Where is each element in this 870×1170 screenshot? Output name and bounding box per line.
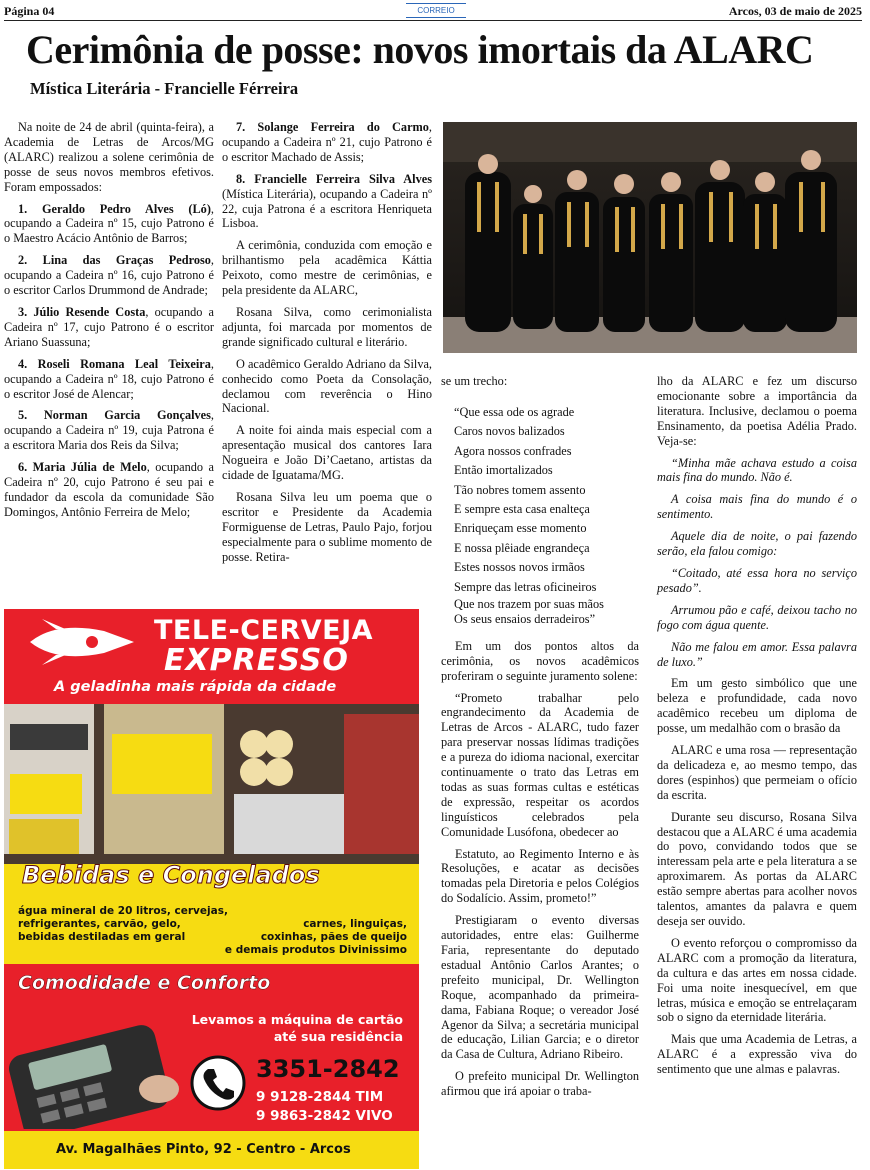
ad-slogan: A geladinha mais rápida da cidade xyxy=(54,679,337,695)
ad-phone-vivo: 9 9863-2842 VIVO xyxy=(256,1108,393,1124)
ad-title-line-2: EXPRESSO xyxy=(164,643,349,678)
quote-line: “Minha mãe achava estudo a coisa mais fina do mundo. Não é. xyxy=(657,455,857,485)
paragraph: O prefeito municipal Dr. Wellington afirmou que irá apoiar o traba- xyxy=(441,1069,639,1099)
page-header xyxy=(4,3,862,21)
intro-paragraph: Na noite de 24 de abril (quinta-feira), a Academia de Letras de Arcos/MG (ALARC) realizou a solene cerimônia de posse de seus novos membros efetivos. Foram empossados: xyxy=(4,120,214,194)
member-3: 3. Júlio Resende Costa, ocupando a Cadeira nº 17, cujo Patrono é o escritor Ariano Suassuna; xyxy=(4,304,214,349)
ad-phone-number: 3351-2842 xyxy=(256,1055,400,1083)
paragraph: se um trecho: xyxy=(441,374,508,388)
poem-line: Enriqueçam esse momento xyxy=(454,521,587,536)
member-8: 8. Francielle Ferreira Silva Alves (Mística Literária), ocupando a Cadeira nº 22, cuja Patrona é a escritora Henriqueta Lisboa. xyxy=(222,171,432,231)
article-column-1 xyxy=(4,120,214,527)
poem-line: E sempre esta casa enalteça xyxy=(454,501,590,516)
article-column-3 xyxy=(441,374,639,1106)
article-column-4 xyxy=(657,374,857,1084)
paragraph: Durante seu discurso, Rosana Silva destacou que a ALARC é uma academia do povo, convidando todos que se interessam pela arte e pela literatura a se aproximarem. As portas da ALARC estão sempre abertas para acolher novos talentos, amantes da palavra e quem deseja ser ouvido. xyxy=(657,809,857,928)
ad-title-line-1: TELE-CERVEJA xyxy=(154,615,374,646)
paragraph: Em um dos pontos altos da cerimônia, os novos acadêmicos proferiram o seguinte juramento solene: xyxy=(441,638,639,683)
newspaper-logo: CORREIO xyxy=(406,3,466,18)
poem-line: Tão nobres tomem assento xyxy=(454,482,586,497)
ad-address: Av. Magalhães Pinto, 92 - Centro - Arcos xyxy=(56,1142,351,1157)
article-byline: Mística Literária - Francielle Férreira xyxy=(30,79,299,98)
ad-section-heading-2: Comodidade e Conforto xyxy=(18,972,271,994)
page-number: Página 04 xyxy=(4,4,55,18)
paragraph: Em um gesto simbólico que une beleza e profundidade, cada novo acadêmico recebeu um diploma de posse, um medalhão com o brasão da xyxy=(657,676,857,736)
paragraph: O acadêmico Geraldo Adriano da Silva, conhecido como Poeta da Consolação, declamou com reverência o Hino Nacional. xyxy=(222,356,432,416)
ad-products-photo xyxy=(4,704,419,864)
member-7: 7. Solange Ferreira do Carmo, ocupando a Cadeira nº 21, cujo Patrono é o escritor Machado de Assis; xyxy=(222,120,432,164)
quote-line: “Coitado, até essa hora no serviço pesado”. xyxy=(657,565,857,595)
card-machine-icon xyxy=(4,1009,184,1129)
poem-excerpt xyxy=(454,403,639,627)
poem-line: Agora nossos confrades xyxy=(454,443,572,458)
poem-line: “Que essa ode os agrade xyxy=(454,404,575,419)
paragraph: A cerimônia, conduzida com emoção e brilhantismo pela acadêmica Káttia Peixoto, como mestre de cerimônias, e pela presidente da ALARC, xyxy=(222,238,432,298)
oath-paragraph: “Prometo trabalhar pelo engrandecimento da Academia de Letras de Arcos - ALARC, tudo fazer para preservar nossas lídimas tradições e a pureza do idioma nacional, exercitar continuamente o trato das Letras em todas as suas formas cultas e estéticas de expressão, respeitar os acordos linguísticos celebrados pela Comunidade Lusófona, obedecer ao xyxy=(441,690,639,839)
quote-line: Não me falou em amor. Essa palavra de luxo.” xyxy=(657,639,857,669)
poem-line: Os seus ensaios derradeiros” xyxy=(454,611,596,626)
paragraph: A noite foi ainda mais especial com a apresentação musical dos cantores Iara Nogueira e João Di’Caetano, artistas da cidade de Iguatama/MG. xyxy=(222,423,432,483)
poem-line: Caros novos balizados xyxy=(454,424,565,439)
article-column-2 xyxy=(222,120,432,571)
phone-icon xyxy=(190,1055,246,1111)
poem-line: Sempre das letras oficineiros xyxy=(454,579,597,594)
ad-phone-tim: 9 9128-2844 TIM xyxy=(256,1089,384,1105)
member-2: 2. Lina das Graças Pedroso, ocupando a Cadeira nº 16, cujo Patrono é o escritor Carlos Drummond de Andrade; xyxy=(4,253,214,298)
poem-line: Que nos trazem por suas mãos xyxy=(454,596,604,611)
quote-line: A coisa mais fina do mundo é o sentimento. xyxy=(657,492,857,522)
ad-card-machine-text: Levamos a máquina de cartão até sua residência xyxy=(191,1012,403,1044)
paragraph: O evento reforçou o compromisso da ALARC com a promoção da literatura, da cultura e das artes em nossa cidade. Foi uma noite inesquecível, em que letras, música e emoção se entrelaçaram sob o signo da eternidade literária. xyxy=(657,935,857,1025)
paragraph: Prestigiaram o evento diversas autoridades, entre elas: Guilherme Faria, representante do deputado estadual Antônio Carlos Arantes; o prefeito municipal, Dr. Wellington Roque, acompanhado da primeira-dama, Fabiana Roque; o vereador José Agenor da Silva; a secretária municipal de educação, Lilian Garcia; e o diretor da Casa de Cultura, Adriano Ribeiro. xyxy=(441,913,639,1062)
member-6: 6. Maria Júlia de Melo, ocupando a Cadeira nº 20, cujo Patrono é seu pai e fundador da escola da comunidade São Domingos, Antônio Ferreira de Melo; xyxy=(4,460,214,519)
quote-line: Arrumou pão e café, deixou tacho no fogo com água quente. xyxy=(657,602,857,632)
poem-line: Então imortalizados xyxy=(454,463,553,478)
paragraph: Mais que uma Academia de Letras, a ALARC é a expressão viva do sentimento que une almas e palavras. xyxy=(657,1032,857,1077)
paragraph: Estatuto, ao Regimento Interno e às Resoluções, e acatar as decisões tomadas pela Diretoria e pelos Colégios do Sodalício. Assim, prometo!” xyxy=(441,846,639,906)
ad-section-heading: Bebidas e Congelados xyxy=(22,861,320,889)
paragraph: ALARC e uma rosa — representação da delicadeza e, ao mesmo tempo, das dores (espinhos) que permeiam o ofício da escrita. xyxy=(657,743,857,802)
ceremony-photo xyxy=(443,122,857,353)
quote-line: Aquele dia de noite, o pai fazendo serão, ela falou comigo: xyxy=(657,529,857,559)
issue-date: Arcos, 03 de maio de 2025 xyxy=(728,4,862,18)
member-5: 5. Norman Garcia Gonçalves, ocupando a Cadeira nº 19, cuja Patrona é a escritora Maria dos Reis da Silva; xyxy=(4,408,214,453)
member-4: 4. Roseli Romana Leal Teixeira, ocupando a Cadeira nº 18, cujo Patrono é o escritor José de Alencar; xyxy=(4,356,214,401)
rocket-icon xyxy=(26,617,146,667)
paragraph: lho da ALARC e fez um discurso emocionante sobre a importância da literatura. Inclusive, declamou o poema Ensinamento, da poetisa Adélia Prado. Veja-se: xyxy=(657,374,857,448)
member-1: 1. Geraldo Pedro Alves (Ló), ocupando a Cadeira nº 15, cujo Patrono é o Maestro Acácio Antônio de Barros; xyxy=(4,201,214,246)
ad-header xyxy=(4,609,419,704)
poem-line: Estes nossos novos irmãos xyxy=(454,560,585,575)
paragraph: Rosana Silva, como cerimonialista adjunta, foi marcada por momentos de grande significado cultural e literário. xyxy=(222,304,432,349)
poem-line: E nossa plêiade engrandeça xyxy=(454,540,590,555)
article-title: Cerimônia de posse: novos imortais da ALARC xyxy=(26,27,814,72)
paragraph: Rosana Silva leu um poema que o escritor e Presidente da Academia Formiguense de Letras, Paulo Pajo, forjou especialmente para o sublime momento de posse. Retira- xyxy=(222,489,432,564)
ad-left-products: água mineral de 20 litros, cervejas, refrigerantes, carvão, gelo, bebidas destiladas em geral xyxy=(18,905,228,943)
ad-right-products: carnes, linguiças, coxinhas, pães de queijo e demais produtos Divinissimo xyxy=(224,918,407,956)
advertisement xyxy=(4,609,419,1169)
